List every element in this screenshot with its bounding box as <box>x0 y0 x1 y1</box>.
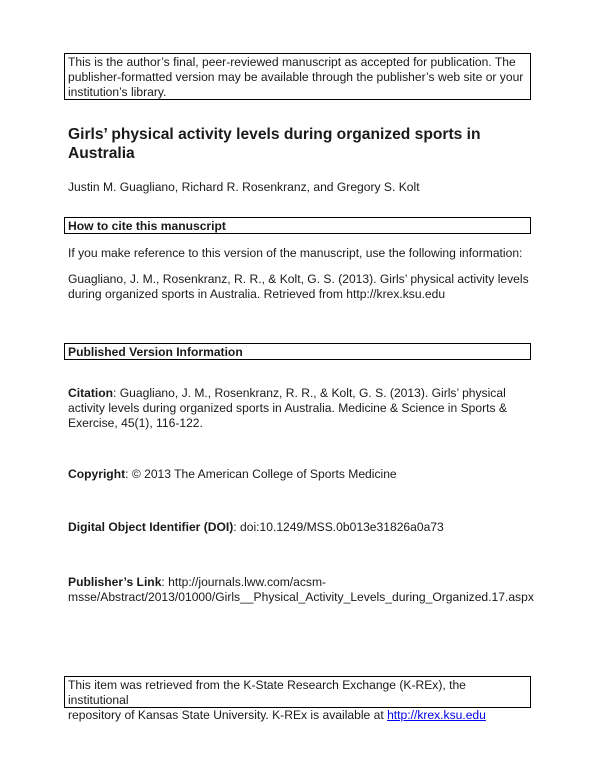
title-line: Australia <box>68 145 135 162</box>
citation-text: Exercise, 45(1), 116-122. <box>68 416 203 430</box>
reference-line: during organized sports in Australia. Retrieved from http://krex.ksu.edu <box>68 287 446 301</box>
citation-block <box>68 386 538 431</box>
copyright-text: : © 2013 The American College of Sports Medicine <box>125 467 397 481</box>
notice-line: institution’s library. <box>68 85 167 99</box>
cite-section-heading: How to cite this manuscript <box>64 217 531 234</box>
doi-label: Digital Object Identifier (DOI) <box>68 520 234 534</box>
krex-link[interactable]: http://krex.ksu.edu <box>387 708 486 722</box>
cite-intro: If you make reference to this version of the manuscript, use the following information: <box>68 246 523 260</box>
publisher-link-text: : http://journals.lww.com/acsm- <box>161 575 327 589</box>
cite-reference <box>68 272 538 302</box>
paper-title <box>68 125 538 163</box>
notice-line: publisher-formatted version may be available through the publisher’s web site or your <box>68 70 524 84</box>
copyright-label: Copyright <box>68 467 126 481</box>
publisher-link-text: msse/Abstract/2013/01000/Girls__Physical_Activity_Levels_during_Organized.17.aspx <box>68 590 534 604</box>
publisher-link-label: Publisher’s Link <box>68 575 162 589</box>
doi-text: : doi:10.1249/MSS.0b013e31826a0a73 <box>233 520 444 534</box>
citation-text: activity levels during organized sports in Australia. Medicine & Science in Sports & <box>68 401 507 415</box>
citation-text: : Guagliano, J. M., Rosenkranz, R. R., & Kolt, G. S. (2013). Girls’ physical <box>113 386 506 400</box>
footer-line: This item was retrieved from the K-State Research Exchange (K-REx), the institutional <box>68 678 466 707</box>
footer-line: repository of Kansas State University. K-REx is available at <box>68 708 388 722</box>
notice-line: This is the author’s final, peer-reviewed manuscript as accepted for publication. The <box>68 55 516 69</box>
publisher-link-block <box>68 575 538 605</box>
author-list: Justin M. Guagliano, Richard R. Rosenkranz, and Gregory S. Kolt <box>68 180 420 194</box>
published-section-heading: Published Version Information <box>64 343 531 360</box>
citation-label: Citation <box>68 386 114 400</box>
repository-footer-box <box>64 676 531 722</box>
copyright-block <box>68 467 538 482</box>
doi-block <box>68 520 538 535</box>
title-line: Girls’ physical activity levels during organized sports in <box>68 126 481 143</box>
manuscript-notice-box <box>64 53 531 100</box>
reference-line: Guagliano, J. M., Rosenkranz, R. R., & Kolt, G. S. (2013). Girls’ physical activity levels <box>68 272 529 286</box>
